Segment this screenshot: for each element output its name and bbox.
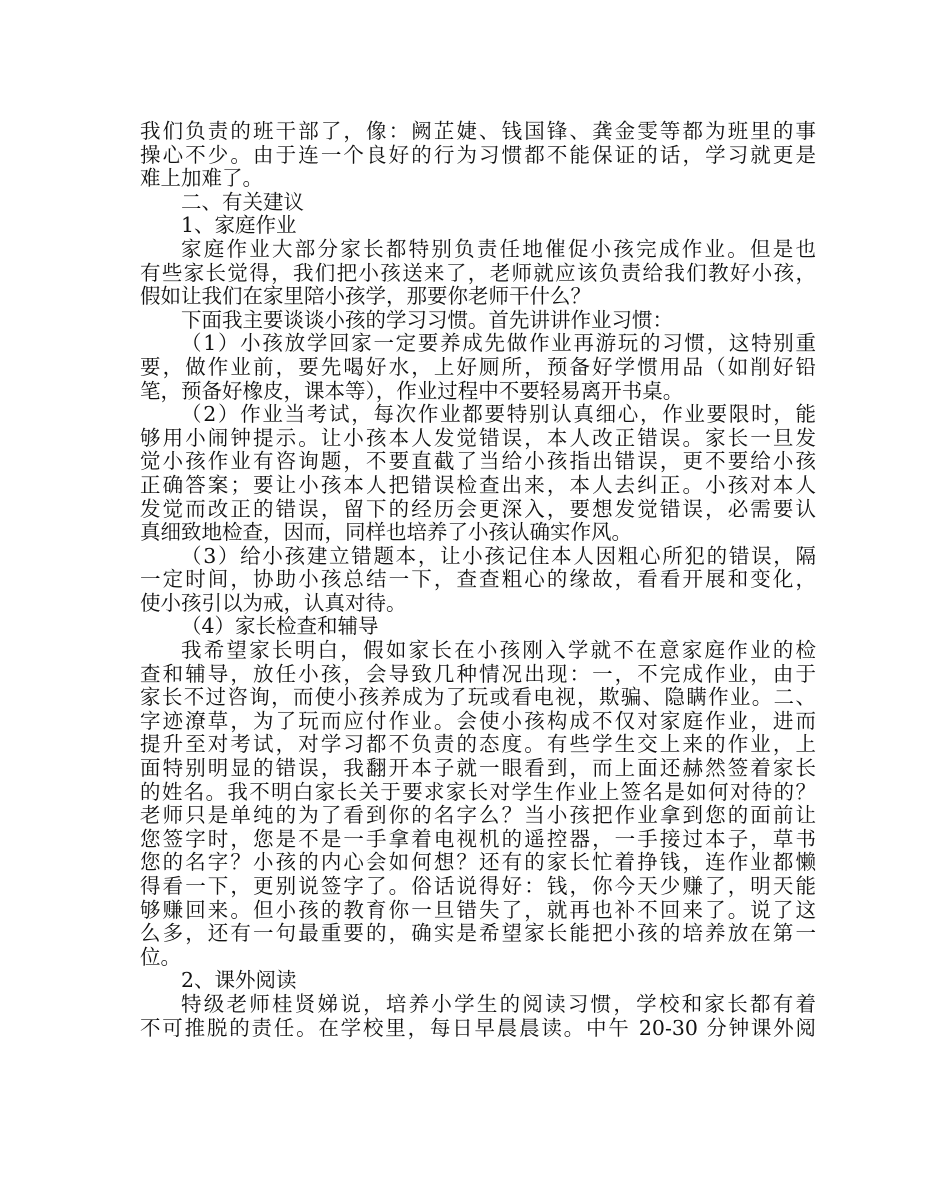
text-line: 够用小闹钟提示。让小孩本人发觉错误，本人改正错误。家长一旦发: [140, 426, 816, 450]
text-line: 么多，还有一句最重要的，确实是希望家长能把小孩的培养放在第一: [140, 922, 816, 946]
text-line: 老师只是单纯的为了看到你的名字么？当小孩把作业拿到您的面前让: [140, 804, 816, 828]
body-text: [140, 120, 816, 1040]
text-line: （1）小孩放学回家一定要养成先做作业再游玩的习惯，这特别重: [181, 332, 816, 356]
text-line: （3）给小孩建立错题本，让小孩记住本人因粗心所犯的错误，隔: [181, 544, 816, 568]
text-line: 假如让我们在家里陪小孩学，那要你老师干什么？: [140, 284, 591, 309]
text-line: 您的名字？小孩的内心会如何想？还有的家长忙着挣钱，连作业都懒: [140, 851, 816, 875]
text-line: 特级老师桂贤娣说，培养小学生的阅读习惯，学校和家长都有着: [181, 992, 816, 1016]
text-line: 笔，预备好橡皮，课本等），作业过程中不要轻易离开书桌。: [140, 378, 684, 403]
text-line: 二、有关建议: [181, 189, 304, 214]
text-line: 2、课外阅读: [181, 968, 297, 993]
text-line: 家庭作业大部分家长都特别负责任地催促小孩完成作业。但是也: [181, 237, 816, 261]
text-line: 提升至对考试，对学习都不负责的态度。有些学生交上来的作业，上: [140, 733, 816, 757]
text-line: 不可推脱的责任。在学校里，每日早晨晨读。中午 20-30 分钟课外阅: [140, 1016, 816, 1040]
text-line: 一定时间，协助小孩总结一下，查查粗心的缘故，看看开展和变化，: [140, 568, 816, 592]
text-line: 操心不少。由于连一个良好的行为习惯都不能保证的话，学习就更是: [140, 143, 816, 167]
text-line: 真细致地检查，因而，同样也培养了小孩认确实作风。: [140, 520, 632, 545]
text-line: 您签字时，您是不是一手拿着电视机的遥控器，一手接过本子，草书: [140, 827, 816, 851]
text-line: 觉小孩作业有咨询题，不要直截了当给小孩指出错误，更不要给小孩: [140, 450, 816, 474]
text-line: 下面我主要谈谈小孩的学习习惯。首先讲讲作业习惯：: [181, 307, 673, 332]
text-line: 位。: [140, 944, 181, 969]
text-line: 的姓名。我不明白家长关于要求家长对学生作业上签名是如何对待的？: [140, 780, 816, 804]
text-line: 要，做作业前，要先喝好水，上好厕所，预备好学惯用品（如削好铅: [140, 355, 816, 379]
text-line: 得看一下，更别说签字了。俗话说得好：钱，你今天少赚了，明天能: [140, 875, 816, 898]
text-line: 发觉而改正的错误，留下的经历会更深入，要想发觉错误，必需要认: [140, 497, 816, 521]
text-line: 查和辅导，放任小孩，会导致几种情况出现：一，不完成作业，由于: [140, 662, 816, 686]
text-line: （2）作业当考试，每次作业都要特别认真细心，作业要限时，能: [181, 403, 816, 427]
text-line: 面特别明显的错误，我翻开本子就一眼看到，而上面还赫然签着家长: [140, 757, 816, 781]
text-line: 家长不过咨询，而使小孩养成为了玩或看电视，欺骗、隐瞒作业。二、: [140, 686, 816, 710]
text-line: 有些家长觉得，我们把小孩送来了，老师就应该负责给我们教好小孩，: [140, 261, 816, 285]
text-line: 我希望家长明白，假如家长在小孩刚入学就不在意家庭作业的检: [181, 639, 816, 663]
text-line: 难上加难了。: [140, 166, 263, 191]
text-line: 够赚回来。但小孩的教育你一旦错失了，就再也补不回来了。说了这: [140, 898, 816, 922]
text-line: （4）家长检查和辅导: [181, 614, 379, 639]
text-line: 我们负责的班干部了，像：阙芷婕、钱国锋、龚金雯等都为班里的事: [140, 120, 816, 143]
text-line: 正确答案；要让小孩本人把错误检查出来，本人去纠正。小孩对本人: [140, 473, 816, 497]
text-line: 字迹潦草，为了玩而应付作业。会使小孩构成不仅对家庭作业，进而: [140, 709, 816, 733]
text-line: 1、家庭作业: [181, 213, 297, 238]
text-line: 使小孩引以为戒，认真对待。: [140, 590, 407, 615]
